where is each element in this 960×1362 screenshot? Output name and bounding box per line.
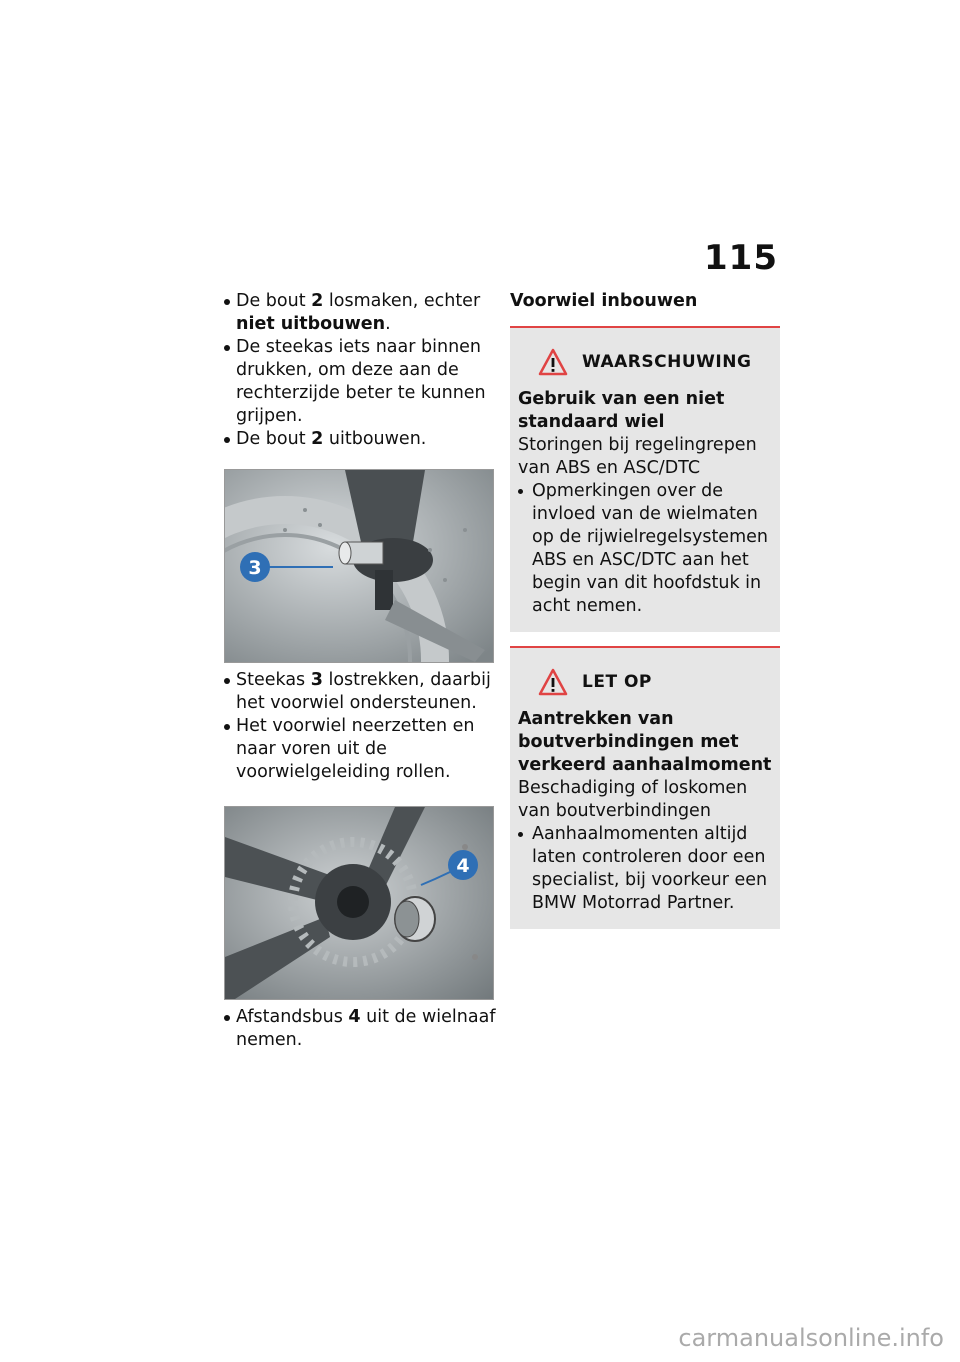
list-item: De bout 2 uitbouwen. (224, 428, 496, 451)
right-column (510, 290, 780, 943)
warning-title: WAARSCHUWING (582, 352, 752, 372)
warning-text: Storingen bij regelingrepen van ABS en ASC/DTC (518, 435, 757, 478)
callout-3: 3 (248, 557, 262, 579)
steps-list-2 (224, 669, 496, 784)
section-heading: Voorwiel inbouwen (510, 291, 698, 311)
caution-box (510, 646, 780, 929)
warning-bullets (518, 480, 772, 618)
warning-box (510, 326, 780, 632)
callout-4: 4 (456, 855, 470, 877)
list-item: Aanhaalmomenten altijd laten controleren door een specialist, bij voorkeur een BMW Motorrad Partner. (518, 823, 772, 915)
caution-text: Beschadiging of loskomen van boutverbindingen (518, 778, 748, 821)
caution-title: LET OP (582, 672, 652, 692)
warning-subtitle: Gebruik van een niet standaard wiel (518, 389, 725, 432)
watermark: carmanualsonline.info (678, 1324, 944, 1352)
photo-steekas (224, 469, 494, 663)
steps-list-1 (224, 290, 496, 451)
page-number: 115 (704, 238, 778, 278)
list-item: De bout 2 losmaken, echter niet uitbouwen. (224, 290, 496, 336)
caution-bullets (518, 823, 772, 915)
steps-list-3 (224, 1006, 496, 1052)
warning-triangle-icon (538, 348, 568, 376)
photo-afstandsbus (224, 806, 494, 1000)
list-item: Opmerkingen over de invloed van de wielmaten op de rijwielregelsystemen ABS en ASC/DTC aan het begin van dit hoofdstuk in acht nemen. (518, 480, 772, 618)
caution-subtitle: Aantrekken van boutverbindingen met verkeerd aanhaalmoment (518, 709, 772, 775)
list-item: De steekas iets naar binnen drukken, om deze aan de rechterzijde beter te kunnen grijpen. (224, 336, 496, 428)
list-item: Afstandsbus 4 uit de wielnaaf nemen. (224, 1006, 496, 1052)
left-column (224, 290, 496, 1052)
caution-triangle-icon (538, 668, 568, 696)
list-item: Steekas 3 lostrekken, daarbij het voorwiel ondersteunen. (224, 669, 496, 715)
list-item: Het voorwiel neerzetten en naar voren uit de voorwielgeleiding rollen. (224, 715, 496, 784)
